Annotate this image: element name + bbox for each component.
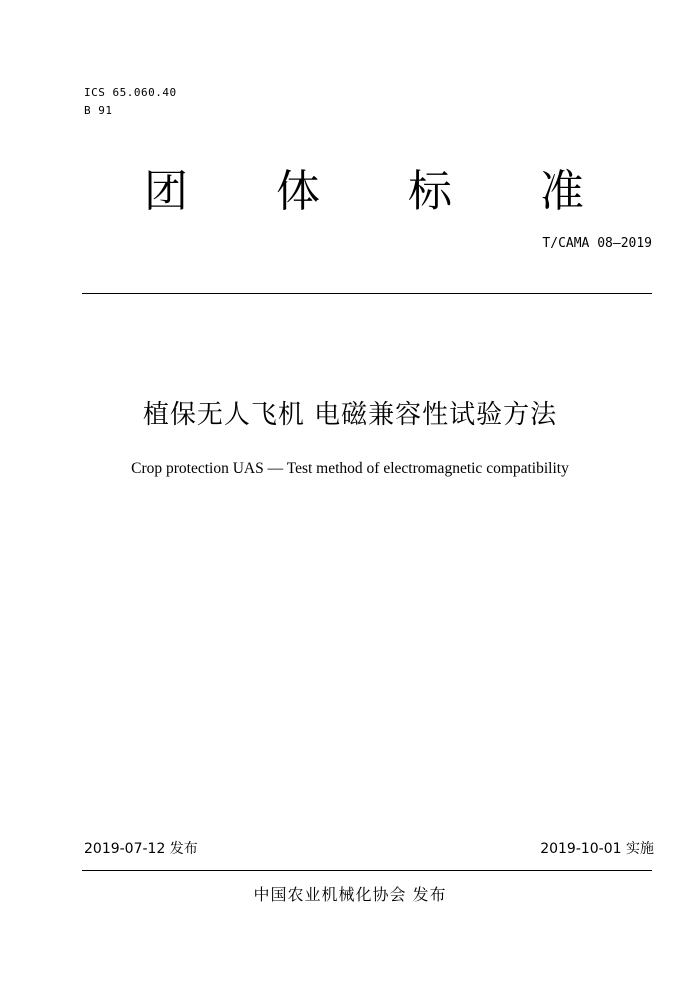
bottom-divider	[82, 870, 652, 871]
doc-type-char-3: 标	[408, 166, 452, 217]
top-divider	[82, 293, 652, 294]
classification-code: B 91	[84, 104, 113, 117]
title-chinese: 植保无人飞机 电磁兼容性试验方法	[142, 400, 558, 430]
issue-date: 2019-07-12 发布	[84, 841, 198, 857]
title-english: Crop protection UAS — Test method of electromagnetic compatibility	[131, 460, 569, 477]
doc-type-char-2: 体	[276, 166, 320, 217]
ics-code: ICS 65.060.40	[84, 86, 177, 99]
standard-code: T/CAMA 08—2019	[542, 236, 652, 251]
document-type-heading	[0, 166, 700, 222]
doc-type-char-4: 准	[540, 166, 584, 217]
doc-type-char-1: 团	[144, 166, 188, 217]
implementation-date: 2019-10-01 实施	[540, 841, 654, 857]
publisher: 中国农业机械化协会 发布	[253, 885, 447, 904]
